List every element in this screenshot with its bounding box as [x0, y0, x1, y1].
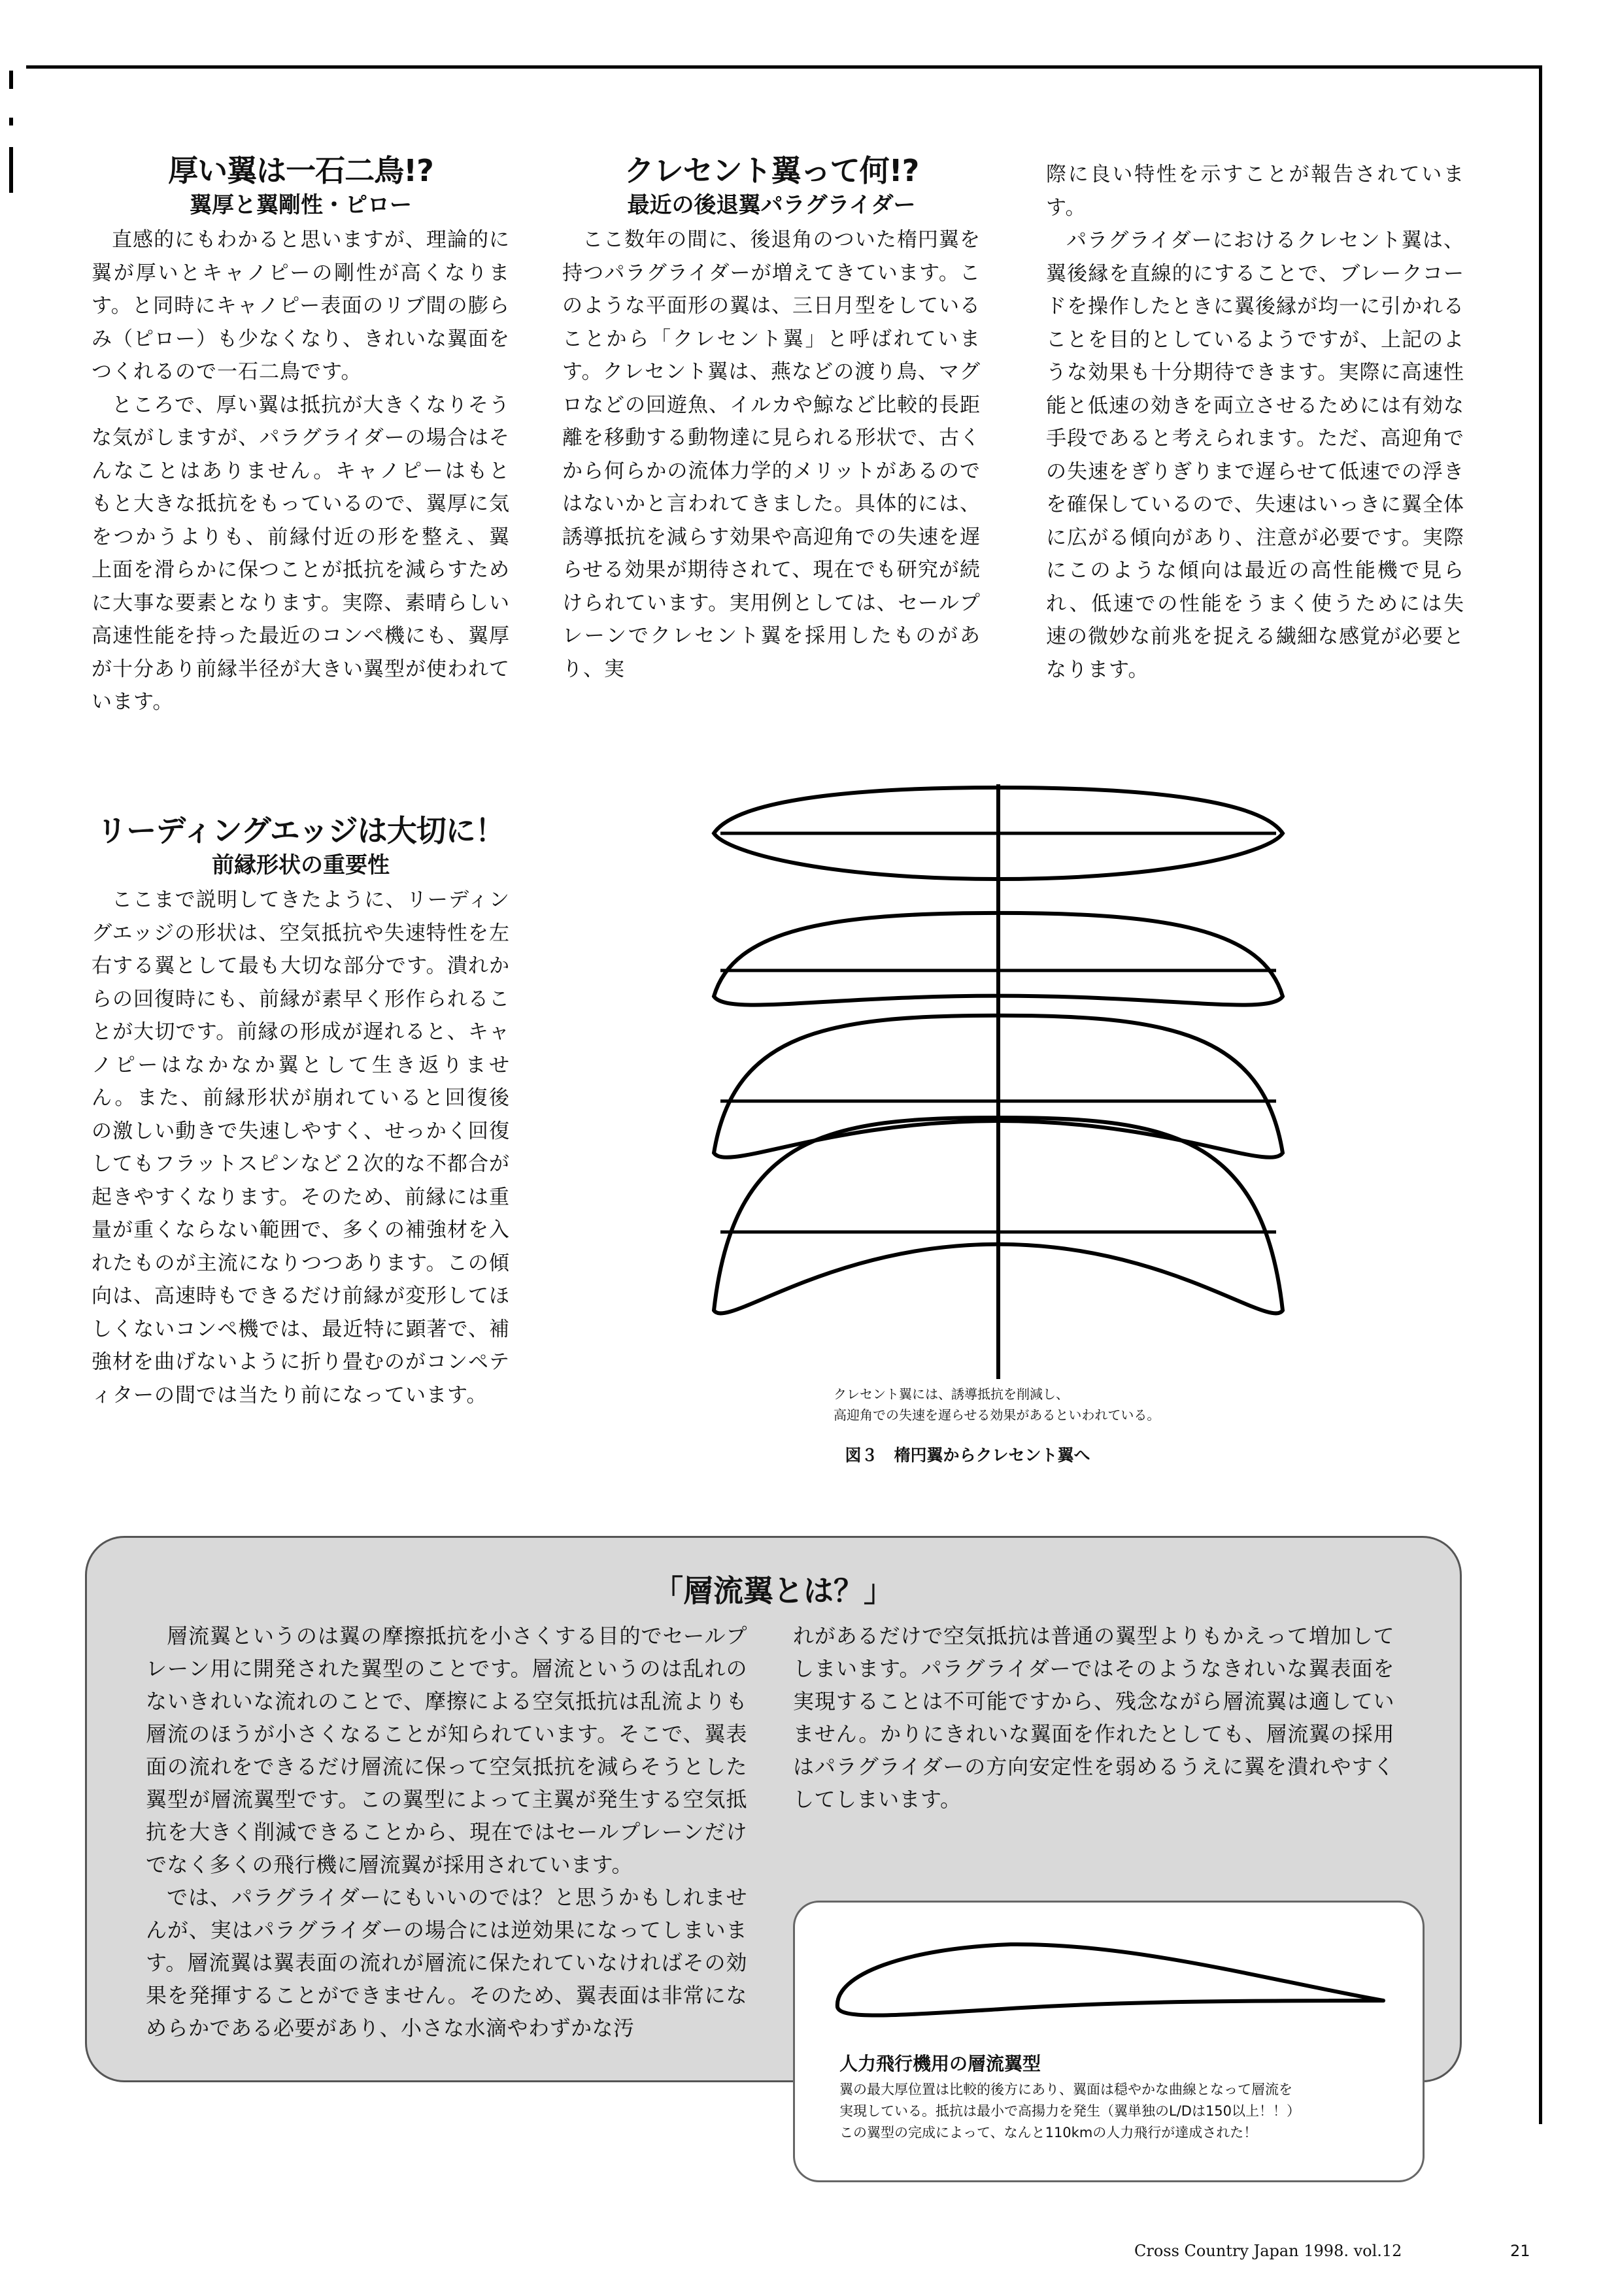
paragraph: パラグライダーにおけるクレセント翼は、翼後縁を直線的にすることで、ブレークコードを操作したときに翼後縁が均一に引かれることを目的としているようですが、上記のような効果も十分期待できます。実際に高速性能と低速の効きを両立させるためには有効な手段であると考えられます。ただ、高迎角での失速をぎりぎりまで遅らせて低速での浮きを確保しているので、失速はいっきに翼全体に広がる傾向があり、注意が必要です。実際にこのような傾向は最近の高性能機で見られ、低速での性能をうまく使うためには失速の微妙な前兆を捉える繊細な感覚が必要となります。 [1046, 229, 1464, 682]
paragraph: 際に良い特性を示すことが報告されています。 [1046, 163, 1464, 220]
inset-text-line: この翼型の完成によって、なんと110kmの人力飛行が達成された！ [839, 2125, 1258, 2140]
section-title: クレセント翼って何!? [624, 153, 919, 188]
section-title: リーディングエッジは大切に！ [97, 813, 505, 848]
section-leading-edge [92, 812, 510, 1412]
page-number: 21 [1510, 2242, 1530, 2260]
sidebar-right-column [793, 1620, 1394, 1816]
airfoil-outline [837, 1944, 1383, 2016]
sidebar-title: 「層流翼とは？」 [653, 1573, 894, 1608]
airfoil-inset [793, 1901, 1425, 2182]
laminar-flow-sidebar [85, 1536, 1462, 2140]
paragraph: れがあるだけで空気抵抗は普通の翼型よりもかえって増加してしまいます。パラグライダーではそのようなきれいな翼表面を実現することは不可能ですから、残念ながら層流翼は適していません。かりにきれいな翼面を作れたとしても、層流翼の採用はパラグライダーの方向安定性を弱めるうえに翼を潰れやすくしてしまいます。 [793, 1623, 1394, 1812]
wing-planform-drawing [706, 781, 1321, 1435]
figure-note-line: クレセント翼には、誘導抵抗を削減し、 [834, 1386, 1069, 1402]
figure-caption: 図３ 楕円翼からクレセント翼へ [845, 1446, 1090, 1465]
paragraph: では、パラグライダーにもいいのでは？と思うかもしれませんが、実はパラグライダーの場合には逆効果になってしまいます。層流翼は翼表面の流れが層流に保たれていなければその効果を発揮することができません。そのため、翼表面は非常になめらかである必要があり、小さな水滴やわずかな汚 [146, 1885, 747, 2040]
section-subtitle: 前縁形状の重要性 [212, 852, 390, 878]
margin-tab-mark [9, 71, 13, 89]
laminar-airfoil-drawing [795, 1903, 1423, 2046]
figure-note [834, 1384, 1226, 1425]
section-crescent-wing-continued [1046, 158, 1464, 686]
margin-tab-mark [9, 147, 13, 193]
margin-tab-mark [9, 118, 13, 125]
inset-text-line: 翼の最大厚位置は比較的後方にあり、翼面は穏やかな曲線となって層流を [839, 2082, 1292, 2097]
paragraph: 層流翼というのは翼の摩擦抵抗を小さくする目的でセールプレーン用に開発された翼型のことです。層流というのは乱れのないきれいな流れのことで、摩擦による空気抵抗は乱流よりも層流のほうが小さくなることが知られています。そこで、翼表面の流れをできるだけ層流に保って空気抵抗を減らそうとした翼型が層流翼型です。この翼型によって主翼が発生する空気抵抗を大きく削減できることから、現在ではセールプレーンだけでなく多くの飛行機に層流翼が採用されています。 [146, 1623, 747, 1877]
section-subtitle: 最近の後退翼パラグライダー [627, 192, 916, 218]
section-title: 厚い翼は一石二鳥!? [168, 153, 433, 188]
inset-text [839, 2079, 1402, 2144]
section-crescent-wing [562, 152, 981, 686]
page-frame-top-rule [26, 65, 1542, 69]
paragraph: ここまで説明してきたように、リーディングエッジの形状は、空気抵抗や失速特性を左右する翼として最も大切な部分です。潰れからの回復時にも、前縁が素早く形作られることが大切です。前縁の形成が遅れると、キャノピーはなかなか翼として生き返りません。また、前縁形状が崩れていると回復後の激しい動きで失速しやすく、せっかく回復してもフラットスピンなど２次的な不都合が起きやすくなります。そのため、前縁には重量が重くならない範囲で、多くの補強材を入れたものが主流になりつつあります。この傾向は、高速時もできるだけ前縁が変形してほしくないコンペ機では、最近特に顕著で、補強材を曲げないように折り畳むのがコンペティターの間では当たり前になっています。 [92, 888, 510, 1407]
figure-note-line: 高迎角での失速を遅らせる効果があるといわれている。 [834, 1407, 1160, 1423]
inset-title: 人力飛行機用の層流翼型 [839, 2053, 1041, 2074]
paragraph: ところで、厚い翼は抵抗が大きくなりそうな気がしますが、パラグライダーの場合はそんなことはありません。キャノピーはもともと大きな抵抗をもっているので、翼厚に気をつかうよりも、前縁付近の形を整え、翼上面を滑らかに保つことが抵抗を減らすために大事な要素となります。実際、素晴らしい高速性能を持った最近のコンペ機にも、翼厚が十分あり前縁半径が大きい翼型が使われています。 [92, 393, 510, 714]
page-frame-right-rule [1539, 65, 1542, 2124]
magazine-issue: Cross Country Japan 1998. vol.12 [1134, 2242, 1402, 2260]
paragraph: 直感的にもわかると思いますが、理論的に翼が厚いとキャノピーの剛性が高くなります。と同時にキャノピー表面のリブ間の膨らみ（ピロー）も少なくなり、きれいな翼面をつくれるので一石二鳥です。 [92, 228, 510, 384]
section-thick-wing [92, 152, 510, 719]
inset-text-line: 実現している。抵抗は最小で高揚力を発生（翼単独のL/Dは150以上！！） [839, 2103, 1301, 2119]
figure-ellipse-to-crescent [706, 781, 1321, 1493]
sidebar-left-column [146, 1620, 747, 2044]
paragraph: ここ数年の間に、後退角のついた楕円翼を持つパラグライダーが増えてきています。このような平面形の翼は、三日月型をしていることから「クレセント翼」と呼ばれています。クレセント翼は、燕などの渡り鳥、マグロなどの回遊魚、イルカや鯨など比較的長距離を移動する動物達に見られる形状で、古くから何らかの流体力学的メリットがあるのではないかと言われてきました。具体的には、誘導抵抗を減らす効果や高迎角での失速を遅らせる効果が期待されて、現在でも研究が続けられています。実用例としては、セールプレーンでクレセント翼を採用したものがあり、実 [562, 228, 981, 681]
section-subtitle: 翼厚と翼剛性・ピロー [190, 192, 412, 218]
